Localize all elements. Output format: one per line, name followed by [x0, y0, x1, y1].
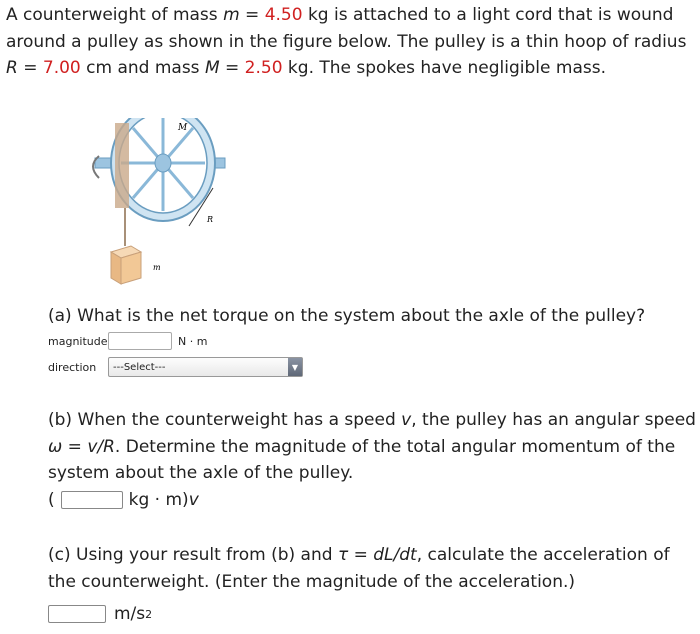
- magnitude-input[interactable]: [108, 332, 172, 350]
- equals: =: [239, 5, 265, 25]
- equals: =: [219, 58, 245, 78]
- var-R: R: [6, 58, 18, 78]
- radius-value: 7.00: [42, 58, 81, 78]
- question-b-text: . Determine the magnitude of the total angular momentum of the system about the axle of the pulley.: [48, 436, 676, 483]
- angular-momentum-row: [48, 490, 199, 510]
- var-v: v: [401, 410, 412, 430]
- direction-label: direction: [48, 361, 97, 374]
- var-dLdt: dL/dt: [373, 545, 417, 565]
- pulley-mass-value: 2.50: [244, 58, 283, 78]
- problem-statement: [6, 2, 696, 82]
- var-M: M: [204, 58, 220, 78]
- intro-text: kg. The spokes have negligible mass.: [282, 58, 606, 78]
- var-tau: τ: [337, 545, 349, 565]
- intro-text: cm and mass: [80, 58, 205, 78]
- intro-text: kg is attached to a light cord that is wound around a pulley as shown in the figure below. The pulley is a thin hoop of radius: [6, 5, 687, 52]
- chevron-down-icon[interactable]: ▼: [288, 358, 302, 376]
- label-m: m: [153, 263, 161, 272]
- direction-selected-value: ---Select---: [113, 361, 166, 373]
- counterweight-block: [121, 252, 141, 284]
- unit-exponent: 2: [145, 607, 153, 621]
- question-c-text: , calculate the acceleration of the counterweight. (Enter the magnitude of the acceleration.): [48, 545, 670, 592]
- magnitude-row: [48, 332, 207, 350]
- question-c: [48, 542, 698, 595]
- question-b-text: (b) When the counterweight has a speed: [48, 410, 402, 430]
- question-a: (a) What is the net torque on the system about the axle of the pulley?: [48, 306, 646, 326]
- block-side: [111, 252, 121, 284]
- var-v: v: [188, 490, 199, 510]
- label-M: M: [178, 123, 188, 133]
- mass-value: 4.50: [264, 5, 303, 25]
- question-b: [48, 407, 698, 487]
- angular-momentum-unit: kg · m): [128, 490, 189, 510]
- open-paren: (: [48, 490, 55, 510]
- question-b-text: , the pulley has an angular speed: [411, 410, 696, 430]
- equals: =: [348, 545, 374, 565]
- angular-momentum-input[interactable]: [61, 491, 123, 509]
- pulley-figure: [85, 118, 255, 298]
- magnitude-unit: N · m: [178, 334, 208, 348]
- var-vR: v/R: [87, 436, 115, 457]
- intro-text: A counterweight of mass: [6, 5, 224, 25]
- var-m: m: [223, 5, 240, 25]
- var-omega: ω: [48, 436, 63, 457]
- hub: [155, 154, 171, 172]
- magnitude-label: magnitude: [48, 334, 108, 348]
- question-c-text: (c) Using your result from (b) and: [48, 545, 338, 565]
- rope-wrap: [115, 123, 129, 208]
- acceleration-unit: m/s: [114, 604, 146, 624]
- equals: =: [17, 58, 43, 78]
- acceleration-row: [48, 604, 152, 624]
- acceleration-input[interactable]: [48, 605, 106, 623]
- label-R: R: [207, 215, 214, 224]
- direction-select[interactable]: [108, 357, 303, 377]
- equals: =: [62, 436, 88, 457]
